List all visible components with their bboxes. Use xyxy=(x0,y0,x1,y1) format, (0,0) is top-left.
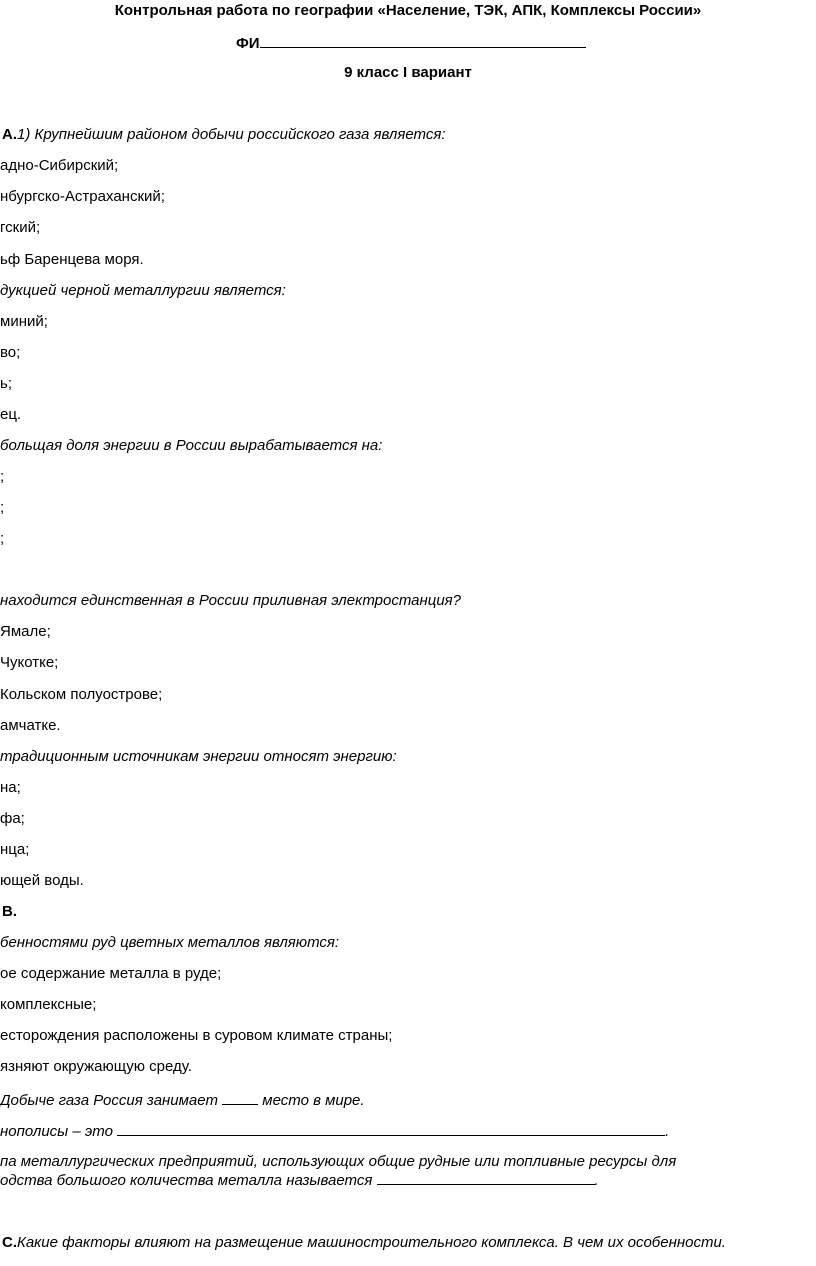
answer-option: Кольском полуострове; xyxy=(0,686,163,703)
part-b-question-3 xyxy=(0,1121,669,1141)
answer-option: ец. xyxy=(0,406,22,423)
part-a-label: А. xyxy=(2,126,17,143)
answer-option: Ямале; xyxy=(0,623,51,640)
answer-option: гский; xyxy=(0,219,41,236)
answer-option: нбургско-Астраханский; xyxy=(0,188,165,205)
question-text: место в мире. xyxy=(262,1092,365,1109)
part-b-question-4-line-2 xyxy=(0,1170,599,1190)
name-field xyxy=(236,33,586,53)
part-c-label: С. xyxy=(2,1234,17,1251)
answer-option: фа; xyxy=(0,810,25,827)
answer-option: комплексные; xyxy=(0,996,97,1013)
variant-heading: 9 класс I вариант xyxy=(344,64,472,81)
answer-option: язняют окружающую среду. xyxy=(0,1058,192,1075)
name-blank[interactable] xyxy=(260,33,586,48)
question-text: 1) Крупнейшим районом добычи российского газа является: xyxy=(17,126,446,143)
answer-option: ; xyxy=(0,468,5,485)
answer-blank[interactable] xyxy=(117,1121,665,1136)
answer-option: адно-Сибирский; xyxy=(0,157,119,174)
answer-option: на; xyxy=(0,779,21,796)
document-title: Контрольная работа по географии «Население, ТЭК, АПК, Комплексы России» xyxy=(114,2,702,19)
part-a-question-1 xyxy=(2,126,446,144)
answer-option: ; xyxy=(0,499,5,516)
part-b-label: В. xyxy=(2,903,17,920)
part-c-question-1 xyxy=(2,1234,726,1252)
part-a-question-5: традиционным источникам энергии относят энергию: xyxy=(0,748,397,765)
answer-option: ющей воды. xyxy=(0,872,84,889)
question-text: одства большого количества металла называется xyxy=(0,1172,373,1189)
part-b-question-4-line-1: па металлургических предприятий, использующих общие рудные или топливные ресурсы для xyxy=(0,1153,677,1170)
question-text: нополисы – это xyxy=(0,1123,113,1140)
answer-option: миний; xyxy=(0,313,48,330)
name-label: ФИ xyxy=(236,35,260,52)
question-text: Какие факторы влияют на размещение машиностроительного комплекса. В чем их особенности. xyxy=(17,1234,726,1251)
part-a-question-3: больщая доля энергии в России вырабатывается на: xyxy=(0,437,383,454)
part-a-question-2: дукцией черной металлургии является: xyxy=(0,282,286,299)
answer-option: амчатке. xyxy=(0,717,61,734)
answer-option: ; xyxy=(0,530,5,547)
answer-option: ь; xyxy=(0,375,12,392)
part-b-question-1: бенностями руд цветных металлов являются: xyxy=(0,934,340,951)
answer-blank[interactable] xyxy=(377,1170,595,1185)
question-text: . xyxy=(594,1172,599,1189)
answer-option: ьф Баренцева моря. xyxy=(0,251,144,268)
question-text: . xyxy=(665,1123,670,1140)
answer-blank[interactable] xyxy=(222,1090,258,1105)
answer-option: есторождения расположены в суровом климате страны; xyxy=(0,1027,393,1044)
answer-option: ое содержание металла в руде; xyxy=(0,965,222,982)
answer-option: во; xyxy=(0,344,21,361)
part-a-question-4: находится единственная в России приливная электростанция? xyxy=(0,592,462,609)
question-text: Добыче газа Россия занимает xyxy=(0,1092,218,1109)
part-b-question-2 xyxy=(0,1090,365,1110)
answer-option: нца; xyxy=(0,841,30,858)
answer-option: Чукотке; xyxy=(0,654,59,671)
